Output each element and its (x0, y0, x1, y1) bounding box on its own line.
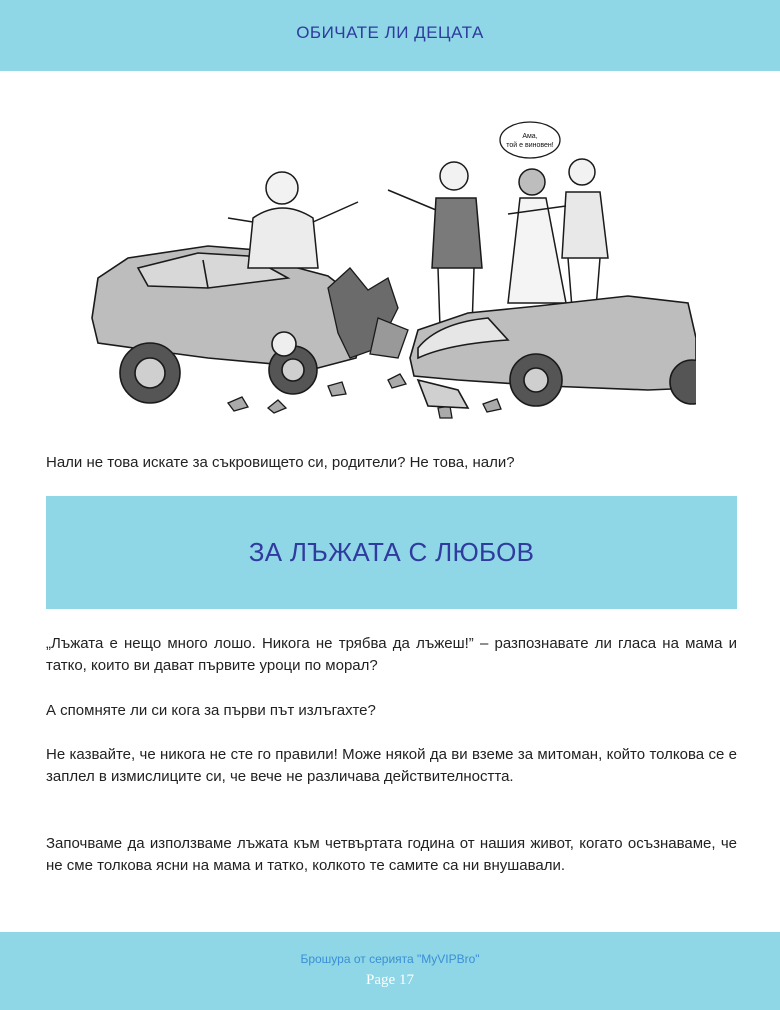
illustration-caption: Нали не това искате за съкровището си, родители? Не това, нали? (46, 454, 515, 471)
paragraph-3: Не казвайте, че никога не сте го правили! Може някой да ви вземе за митоман, който толкова се е заплел в измислиците си, че вече не различава действителността. (46, 746, 737, 785)
right-car (410, 296, 696, 408)
page-header (0, 0, 780, 71)
page-number: Page 17 (366, 972, 414, 988)
woman (508, 169, 566, 303)
paragraph-1: „Лъжата е нещо много лошо. Никога не трябва да лъжеш!” – разпознавате ли гласа на мама и татко, които ви дават първите уроци по морал? (46, 635, 737, 674)
footer-series-link[interactable]: Брошура от серията "MyVIPBro" (300, 952, 480, 966)
car-crash-illustration (88, 118, 696, 433)
svg-text:той е виновен!: той е виновен! (506, 142, 554, 149)
paragraph-2: А спомняте ли си кога за първи път излъгахте? (46, 702, 376, 719)
svg-text:Ама,: Ама, (522, 133, 538, 140)
left-car (92, 246, 363, 403)
paragraph-4: Започваме да използваме лъжата към четвъртата година от нашия живот, когато осъзнаваме, че не сме толкова ясни на мама и татко, колкото те самите са ни внушавали. (46, 835, 737, 874)
man-middle (388, 162, 482, 328)
section-banner (46, 496, 737, 609)
header-title: ОБИЧАТЕ ЛИ ДЕЦАТА (296, 22, 484, 42)
page-footer (0, 932, 780, 1010)
speech-bubble (500, 122, 560, 158)
section-title: ЗА ЛЪЖАТА С ЛЮБОВ (248, 537, 535, 567)
